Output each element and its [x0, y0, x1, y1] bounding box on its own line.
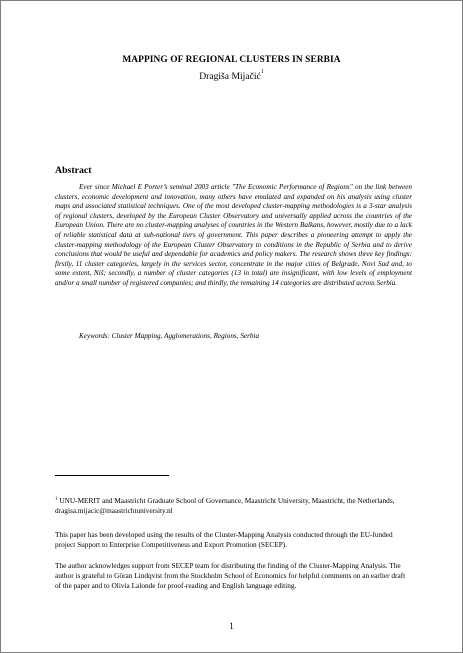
keywords: Keywords: Cluster Mapping, Agglomerations, Regions, Serbia — [79, 332, 260, 340]
footnote-acknowledgements: The author acknowledges support from SECEP team for distributing the finding of the Cluster-Mapping Analysis. The author is grateful to Göran Lindqvist from the Stockholm School of Economics for helpful comments on an earlier draft of the paper and to Olivia Lalonde for proof-reading and English language editing. — [55, 561, 406, 591]
footnote-affiliation-text: UNU-MERIT and Maastricht Graduate School of Governance, Maastricht University, Maastricht, the Netherlands, dragisa.mijacic@maastrichtuniversity.nl — [55, 496, 395, 516]
footnote-affiliation — [55, 496, 413, 516]
author-line — [1, 71, 462, 82]
abstract-text: Ever since Michael E Porter’s seminal 2003 article "The Economic Performance of Regions" on the link between clusters, economic development and innovation, many others have emulated and expanded on his analysis using cluster maps and associated statistical techniques. One of the most developed cluster-mapping methodologies is a 3-star analysis of regional clusters, developed by the European Cluster Observatory and universally applied across the countries of the European Union. There are no cluster-mapping analyses of countries in the Western Balkans, however, mostly due to a lack of reliable statistical data at sub-national tiers of government. This paper describes a pioneering attempt to apply the cluster-mapping methodology of the European Cluster Observatory to conditions in the Republic of Serbia and to derive conclusions that would be useful and dependable for academics and policy makers. The research shows three key findings: firstly, 11 cluster categories, largely in the services sector, concentrate in the major cities of Belgrade, Novi Sad and, to some extent, Niš; secondly, a number of cluster categories (13 in total) are insignificant, with low levels of employment and/or a small number of registered companies; and thirdly, the remaining 14 categories are distributed across Serbia. — [55, 183, 412, 287]
paper-title: MAPPING OF REGIONAL CLUSTERS IN SERBIA — [122, 55, 341, 65]
page-number: 1 — [229, 621, 234, 631]
footnote-separator — [55, 475, 169, 476]
author-name: Dragiša Mijačić — [199, 71, 261, 82]
author-footnote-marker: 1 — [260, 69, 264, 75]
footnote-marker: 1 — [55, 497, 58, 502]
abstract-heading: Abstract — [55, 165, 92, 176]
footnote-project-note: This paper has been developed using the results of the Cluster-Mapping Analysis conducted through the EU-funded project Support to Enterprise Competitiveness and Export Promotion (SECEP). — [55, 530, 393, 550]
